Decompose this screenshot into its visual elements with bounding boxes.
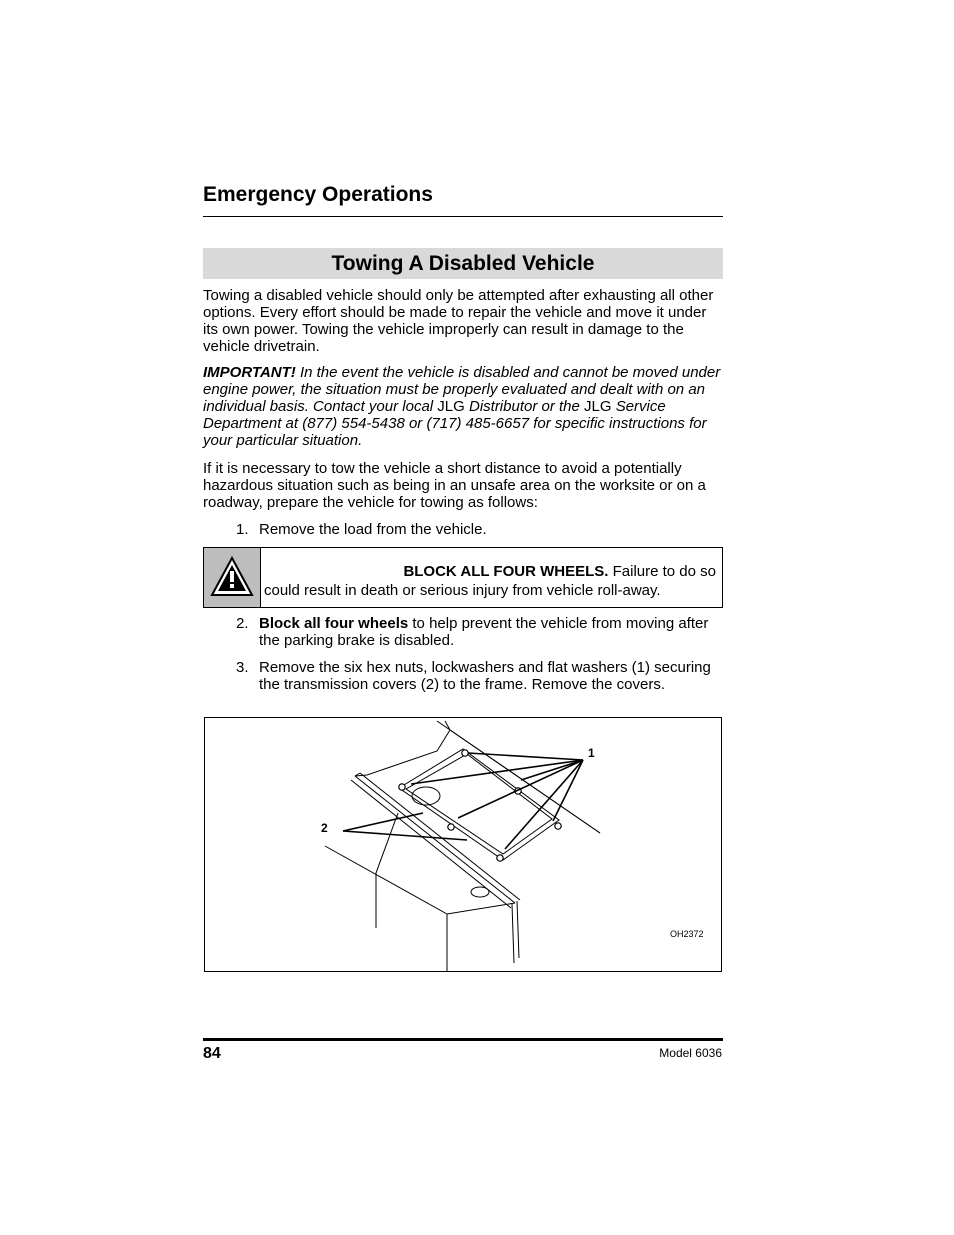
figure-code: OH2372 [670, 929, 704, 939]
footer-divider [203, 1038, 723, 1041]
callout-1-label: 1 [588, 746, 595, 760]
step-text: Remove the six hex nuts, lockwashers and flat washers (1) securing the transmission covers (2) to the frame. Remove the covers. [259, 659, 711, 693]
step-text: Remove the load from the vehicle. [259, 521, 487, 538]
warning-triangle-icon [210, 556, 254, 598]
warning-icon-panel [204, 548, 261, 607]
section-divider [203, 216, 723, 217]
warning-heading: BLOCK ALL FOUR WHEELS. [403, 563, 609, 580]
step-item [236, 659, 723, 693]
step-number: 2. [236, 615, 249, 632]
important-note: IMPORTANT! In the event the vehicle is disabled and cannot be moved under engine power, the situation must be properly evaluated and dealt with on an individual basis. Contact your local JLG Distributor or the JLG Service Department at (877) 554-5438 or (717) 485-6657 for specific instructions for your particular situation. [203, 364, 721, 449]
transmission-cover-illustration [205, 718, 721, 971]
section-title: Emergency Operations [203, 183, 433, 206]
model-label: Model 6036 [659, 1046, 722, 1060]
callout-2-label: 2 [321, 821, 328, 835]
warning-box [203, 547, 723, 608]
warning-message: BLOCK ALL FOUR WHEELS. Failure to do so could result in death or serious injury from vehicle roll-away. [264, 563, 716, 599]
step-item [236, 615, 723, 649]
topic-banner [203, 248, 723, 279]
step-text: Block all four wheels to help prevent the vehicle from moving after the parking brake is disabled. [259, 615, 709, 649]
step-item [236, 521, 723, 538]
topic-title: Towing A Disabled Vehicle [331, 251, 595, 275]
intro-paragraph: Towing a disabled vehicle should only be attempted after exhausting all other options. Every effort should be made to repair the vehicle and move it under its own power. Towing the vehicle improperly can result in damage to the vehicle drivetrain. [203, 287, 714, 355]
page-number: 84 [203, 1045, 221, 1062]
important-label: IMPORTANT! [203, 364, 296, 381]
transmission-cover-figure [204, 717, 722, 972]
step-number: 1. [236, 521, 249, 538]
step-number: 3. [236, 659, 249, 676]
tow-intro-paragraph: If it is necessary to tow the vehicle a short distance to avoid a potentially hazardous situation such as being in an unsafe area on the worksite or on a roadway, prepare the vehicle for towing as follows: [203, 460, 706, 511]
